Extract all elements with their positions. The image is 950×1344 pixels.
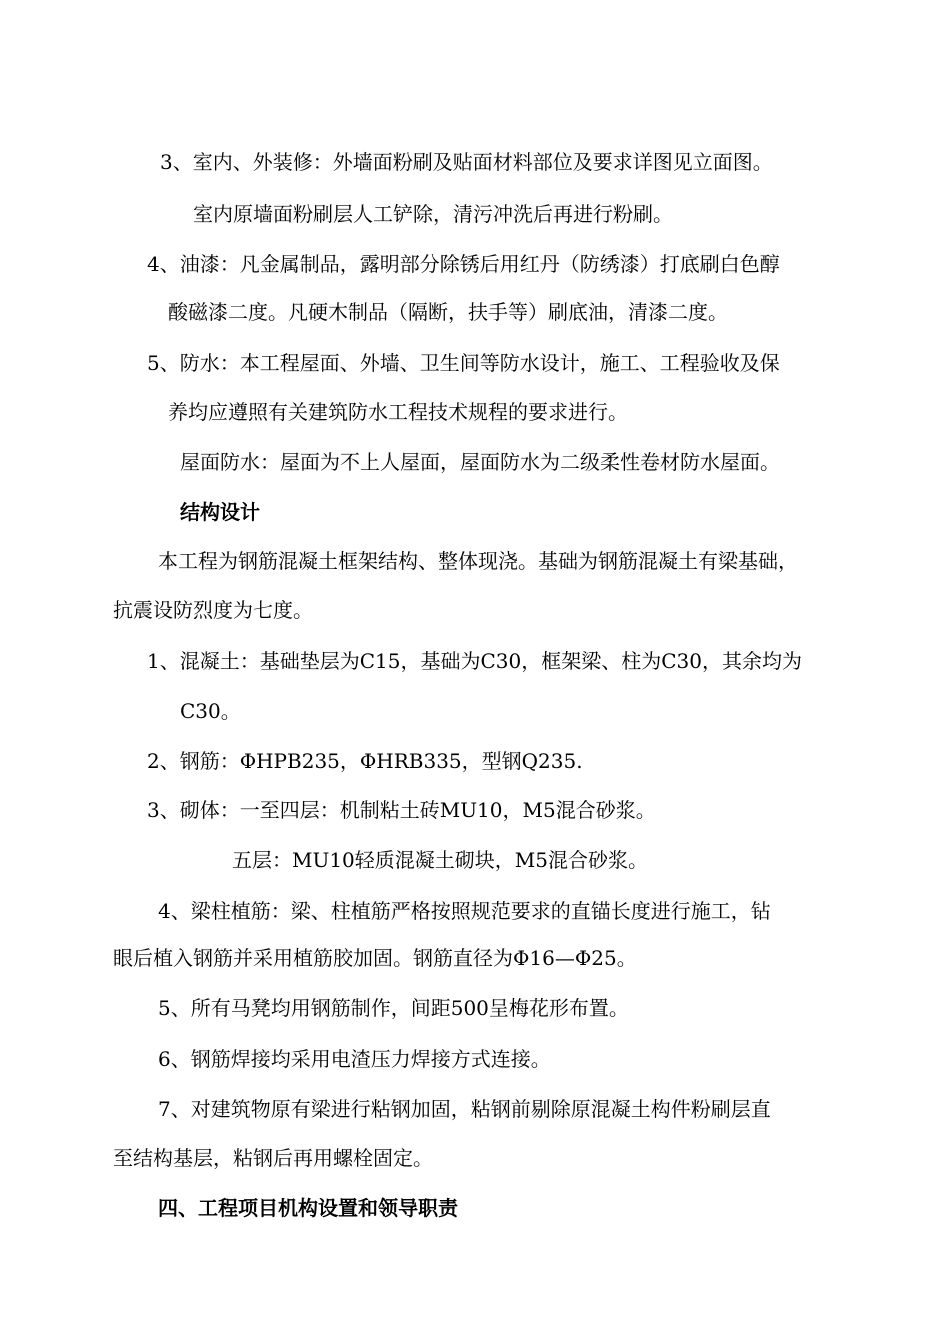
text-line: 本工程为钢筋混凝土框架结构、整体现浇。基础为钢筋混凝土有梁基础， [158,549,798,573]
text-line: 眼后植入钢筋并采用植筋胶加固。钢筋直径为Φ16—Φ25。 [113,946,637,970]
text-line: 屋面防水：屋面为不上人屋面，屋面防水为二级柔性卷材防水屋面。 [180,450,780,474]
text-line: 酸磁漆二度。凡硬木制品（隔断，扶手等）刷底油，清漆二度。 [168,300,728,324]
text-line: 5、防水：本工程屋面、外墙、卫生间等防水设计，施工、工程验收及保 [147,351,780,375]
text-line: 至结构基层，粘钢后再用螺栓固定。 [113,1146,433,1170]
text-line: 室内原墙面粉刷层人工铲除，清污冲洗后再进行粉刷。 [193,202,673,226]
text-line: 1、混凝土：基础垫层为C15，基础为C30，框架梁、柱为C30，其余均为 [147,649,802,673]
text-line: 3、砌体：一至四层：机制粘土砖MU10，M5混合砂浆。 [147,798,656,822]
text-line: 3、室内、外装修：外墙面粉刷及贴面材料部位及要求详图见立面图。 [160,150,773,174]
text-line: 养均应遵照有关建筑防水工程技术规程的要求进行。 [168,400,628,424]
section-heading: 四、工程项目机构设置和领导职责 [158,1196,458,1220]
text-line: 五层：MU10轻质混凝土砌块，M5混合砂浆。 [232,848,648,872]
text-line: 2、钢筋：ΦHPB235，ΦHRB335，型钢Q235. [147,749,583,773]
text-line: 4、油漆：凡金属制品，露明部分除锈后用红丹（防绣漆）打底刷白色醇 [147,252,780,276]
text-line: 5、所有马凳均用钢筋制作，间距500呈梅花形布置。 [158,996,629,1020]
text-line: 6、钢筋焊接均采用电渣压力焊接方式连接。 [158,1047,551,1071]
section-heading: 结构设计 [180,500,260,524]
text-line: C30。 [180,699,241,723]
text-line: 4、梁柱植筋：梁、柱植筋严格按照规范要求的直锚长度进行施工，钻 [158,899,771,923]
text-line: 7、对建筑物原有梁进行粘钢加固，粘钢前剔除原混凝土构件粉刷层直 [158,1097,771,1121]
text-line: 抗震设防烈度为七度。 [113,598,313,622]
